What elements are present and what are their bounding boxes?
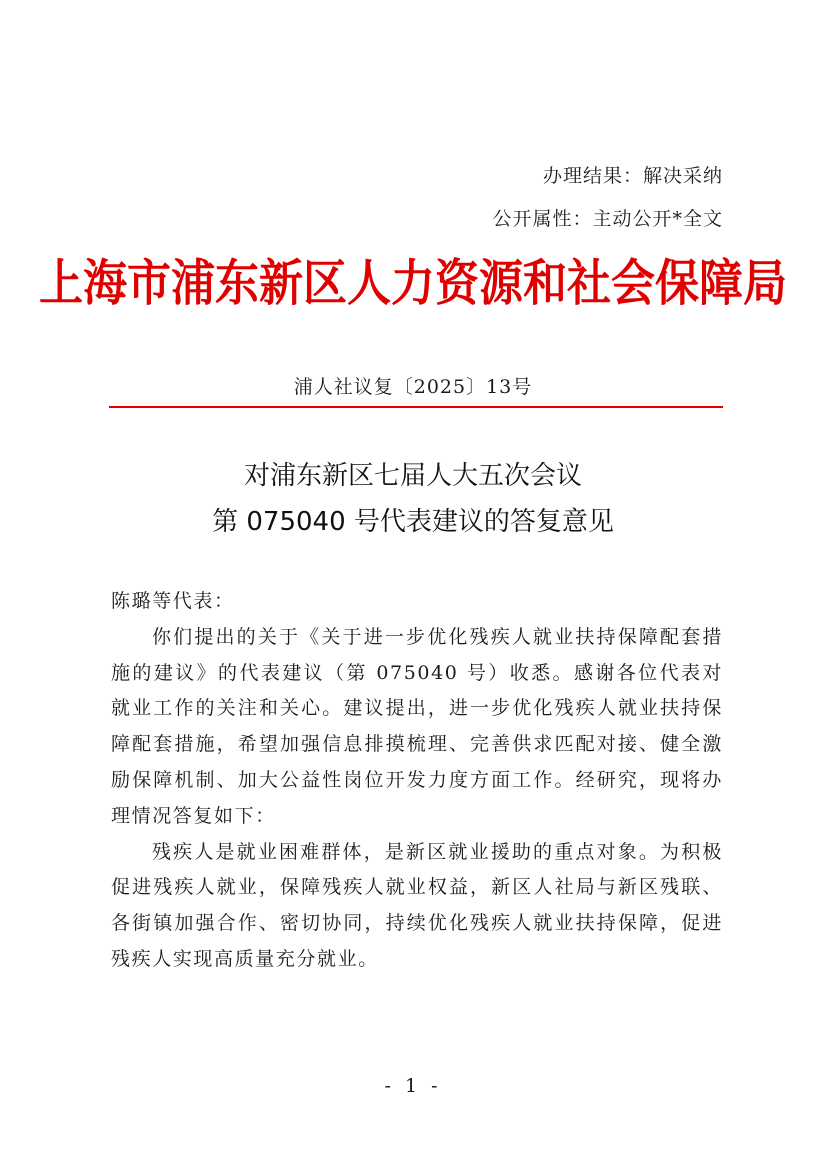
red-divider-line bbox=[109, 406, 723, 408]
page-number: - 1 - bbox=[384, 1075, 442, 1097]
handling-result-label: 办理结果：解决采纳 bbox=[542, 165, 723, 187]
document-body bbox=[111, 584, 723, 978]
disclosure-attribute-label: 公开属性：主动公开*全文 bbox=[492, 208, 723, 230]
document-title-line-1: 对浦东新区七届人大五次会议 bbox=[243, 461, 582, 491]
salutation: 陈璐等代表： bbox=[111, 590, 235, 612]
body-paragraph-1: 你们提出的关于《关于进一步优化残疾人就业扶持保障配套措施的建议》的代表建议（第 075040 号）收悉。感谢各位代表对就业工作的关注和关心。建议提出，进一步优化残疾人就业扶持保障配套措施，希望加强信息排摸梳理、完善供求匹配对接、健全激励保障机制、加大公益性岗位开发力度方面工作。经研究，现将办理情况答复如下： bbox=[111, 625, 723, 827]
document-number: 浦人社议复〔2025〕13号 bbox=[293, 376, 533, 398]
body-paragraph-2: 残疾人是就业困难群体，是新区就业援助的重点对象。为积极促进残疾人就业，保障残疾人就业权益，新区人社局与新区残联、各街镇加强合作、密切协同，持续优化残疾人就业扶持保障，促进残疾人实现高质量充分就业。 bbox=[111, 840, 723, 970]
document-title-line-2: 第 075040 号代表建议的答复意见 bbox=[212, 507, 614, 537]
issuing-organization-title: 上海市浦东新区人力资源和社会保障局 bbox=[39, 255, 787, 313]
document-title bbox=[0, 453, 826, 545]
